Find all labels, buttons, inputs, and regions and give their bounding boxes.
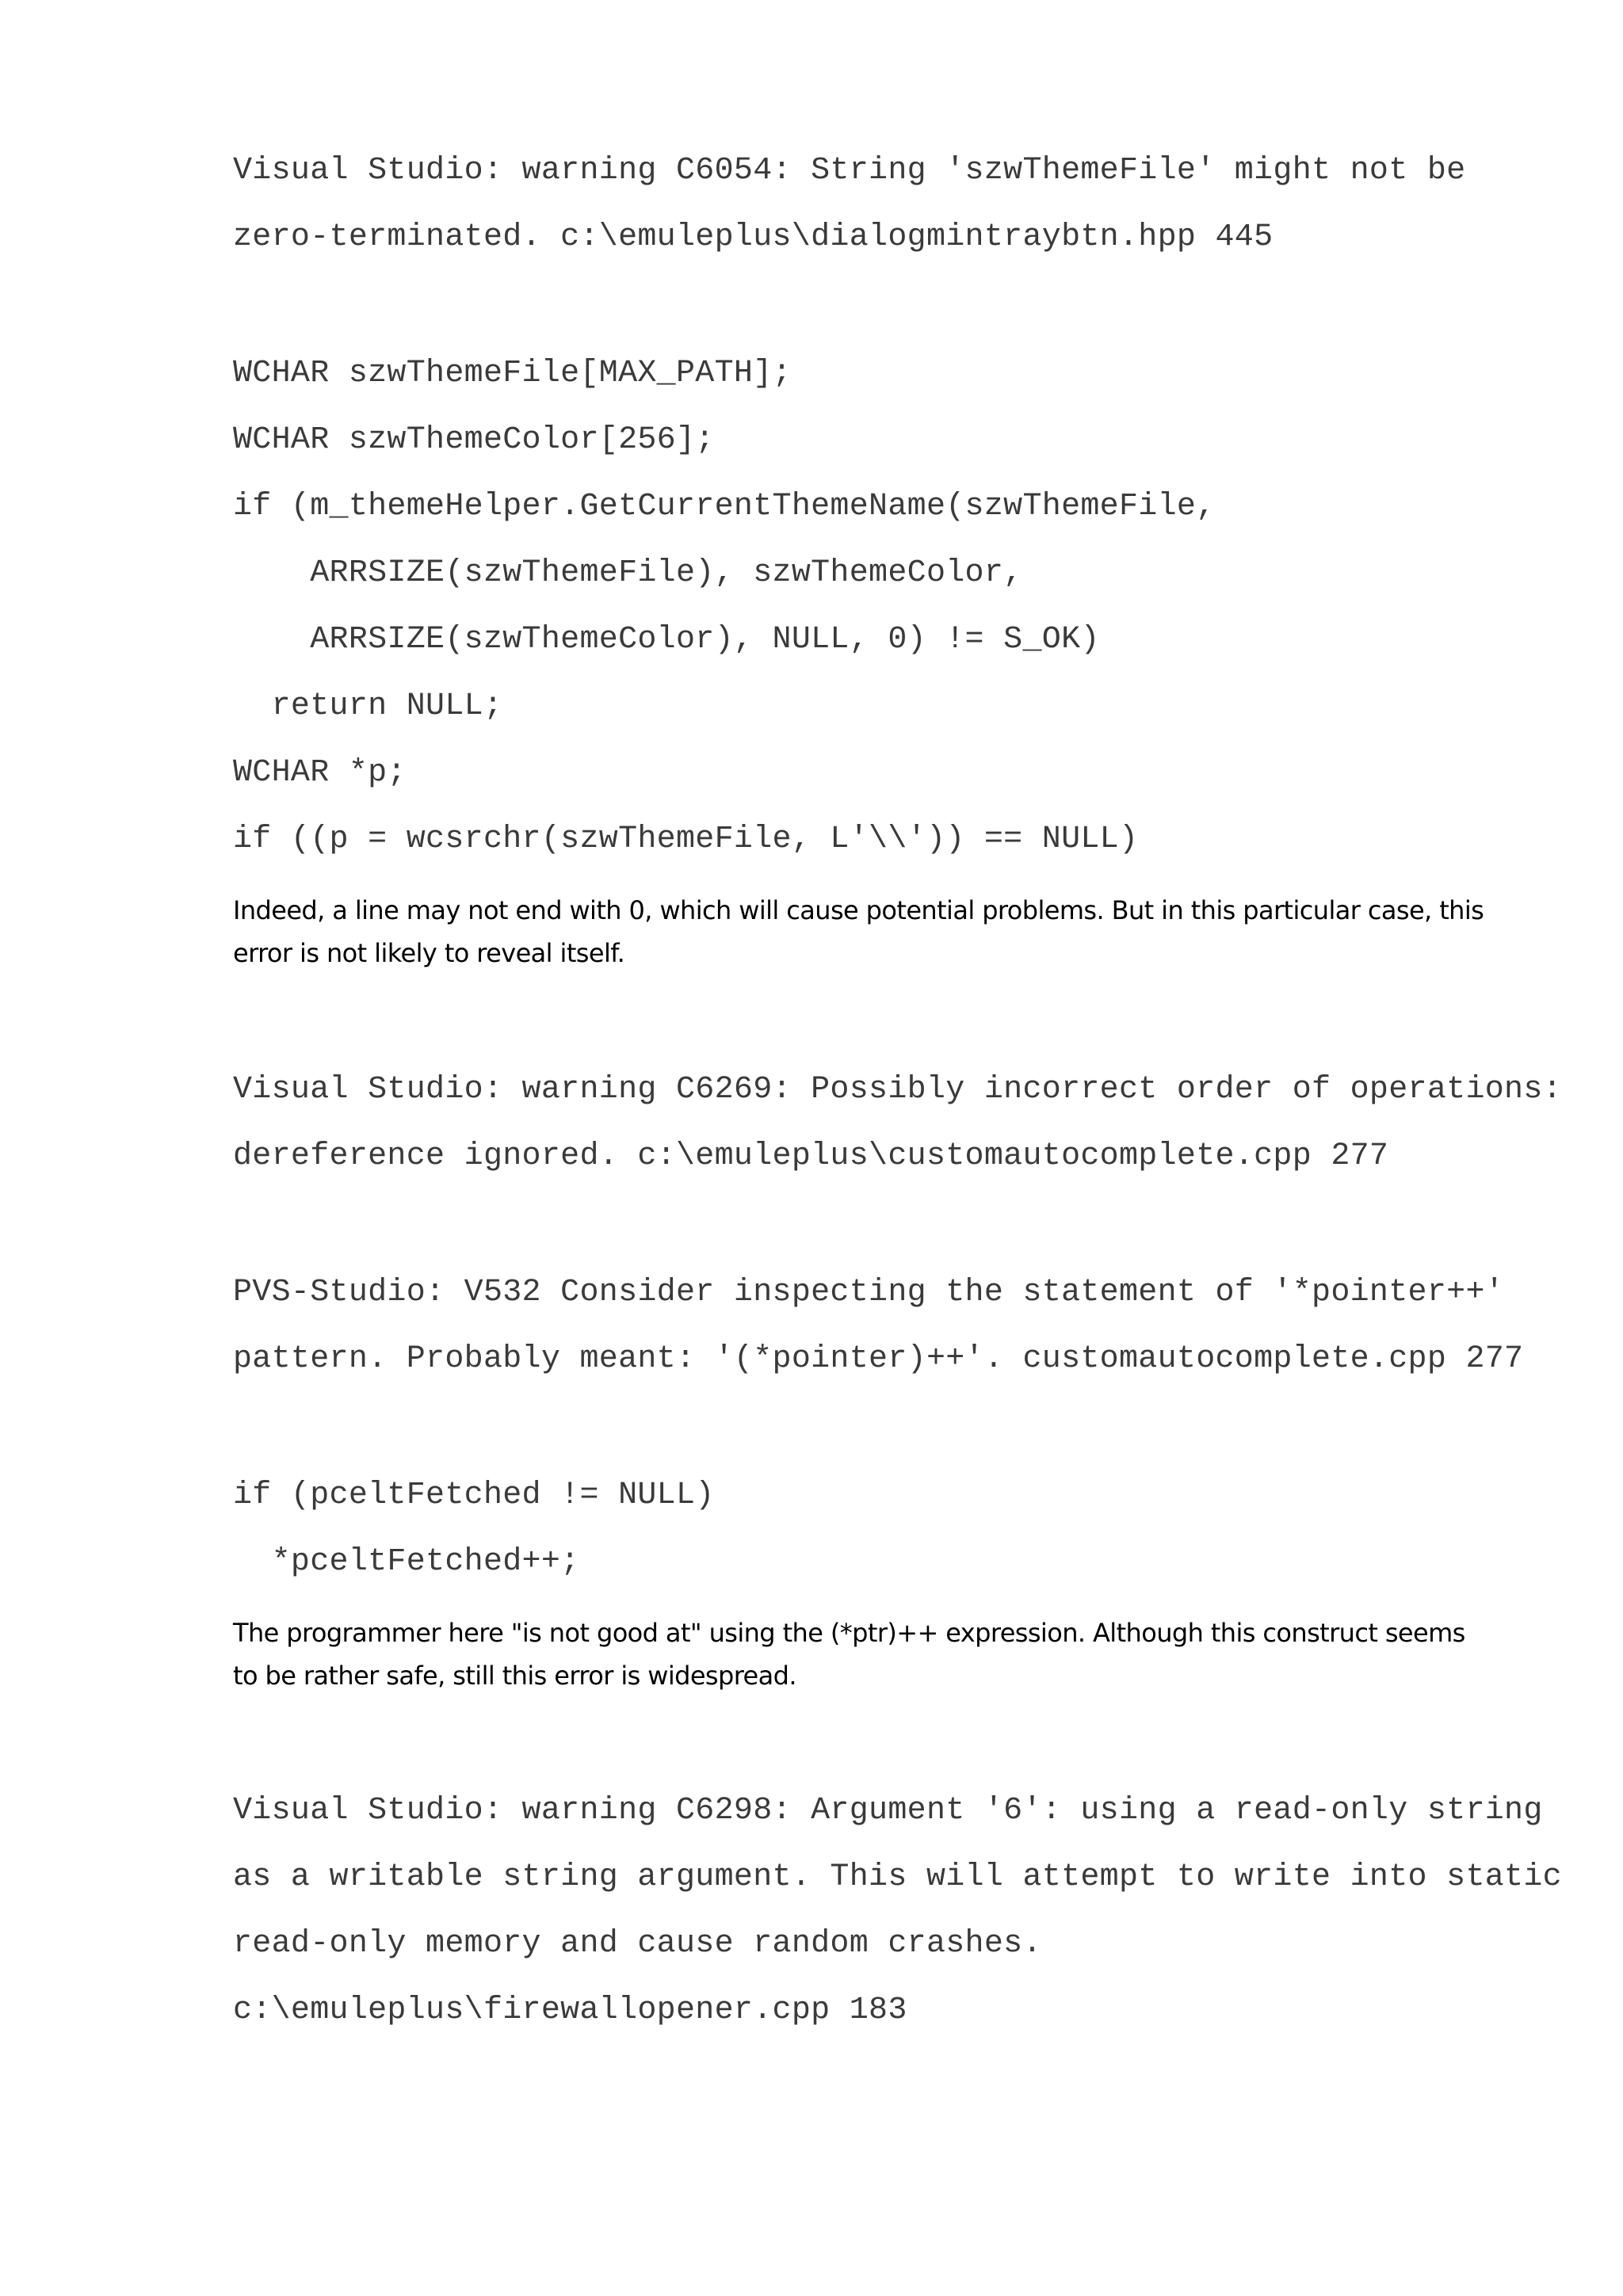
explanation-paragraph: Indeed, a line may not end with 0, which will cause potential problems. But in this particular case, this error is not likely to reveal itself.: [233, 895, 1484, 968]
code-line: WCHAR *p;: [233, 755, 407, 791]
code-line: *pceltFetched++;: [233, 1544, 580, 1580]
pvs-warning-v532-line-2: pattern. Probably meant: '(*pointer)++'. customautocomplete.cpp 277: [233, 1341, 1524, 1377]
vs-warning-c6054-line-1: Visual Studio: warning C6054: String 'szwThemeFile' might not be: [233, 153, 1466, 189]
explanation-paragraph: The programmer here "is not good at" using the (*ptr)++ expression. Although this construct seems to be rather safe, still this error is widespread.: [233, 1618, 1465, 1691]
code-line: WCHAR szwThemeColor[256];: [233, 422, 715, 458]
vs-warning-c6298-line-2: as a writable string argument. This will attempt to write into static: [233, 1859, 1562, 1895]
vs-warning-c6298-line-1: Visual Studio: warning C6298: Argument '6': using a read-only string: [233, 1793, 1543, 1829]
pvs-warning-v532-line-1: PVS-Studio: V532 Consider inspecting the statement of '*pointer++': [233, 1275, 1505, 1310]
vs-warning-c6298-line-4: c:\emuleplus\firewallopener.cpp 183: [233, 1993, 907, 2028]
code-line: return NULL;: [233, 688, 503, 724]
code-line: if (m_themeHelper.GetCurrentThemeName(szwThemeFile,: [233, 489, 1216, 524]
code-line: if ((p = wcsrchr(szwThemeFile, L'\\')) == NULL): [233, 822, 1139, 857]
vs-warning-c6269-line-1: Visual Studio: warning C6269: Possibly incorrect order of operations:: [233, 1072, 1562, 1108]
vs-warning-c6054-line-2: zero-terminated. c:\emuleplus\dialogmintraybtn.hpp 445: [233, 219, 1274, 255]
vs-warning-c6298-line-3: read-only memory and cause random crashes.: [233, 1926, 1042, 1962]
vs-warning-c6269-line-2: dereference ignored. c:\emuleplus\customautocomplete.cpp 277: [233, 1138, 1389, 1174]
code-line: ARRSIZE(szwThemeColor), NULL, 0) != S_OK): [233, 622, 1100, 658]
code-line: if (pceltFetched != NULL): [233, 1478, 715, 1513]
code-line: ARRSIZE(szwThemeFile), szwThemeColor,: [233, 555, 1023, 591]
code-line: WCHAR szwThemeFile[MAX_PATH];: [233, 356, 792, 391]
